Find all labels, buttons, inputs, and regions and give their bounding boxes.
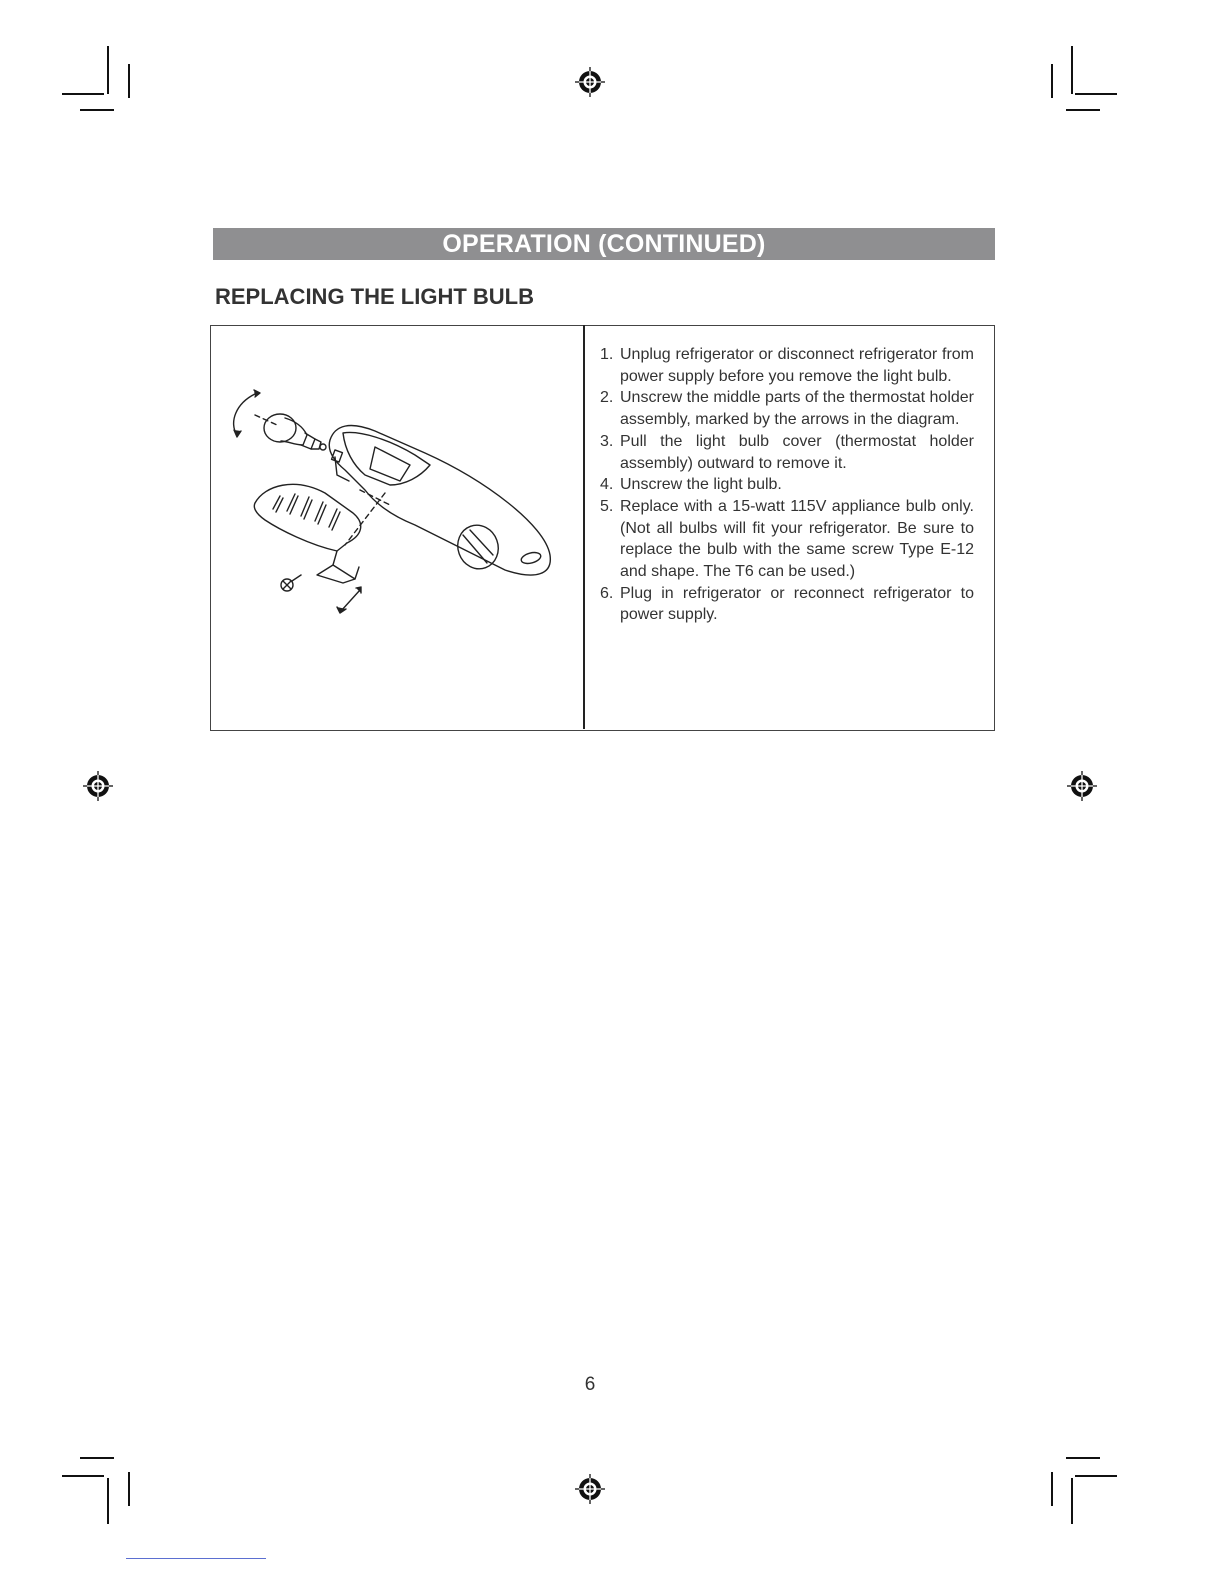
crop-mark-br-h1 <box>1075 1475 1117 1477</box>
list-item <box>598 496 974 583</box>
crop-mark-tr-h1 <box>1075 93 1117 95</box>
registration-target-icon <box>575 67 605 97</box>
list-item <box>598 474 974 496</box>
step-text: Unscrew the middle parts of the thermostat holder assembly, marked by the arrows in the diagram. <box>620 389 974 429</box>
crop-mark-tr-v2 <box>1051 64 1053 98</box>
step-number: 5. <box>600 497 614 515</box>
step-text: Pull the light bulb cover (thermostat holder assembly) outward to remove it. <box>620 432 974 472</box>
step-text: Plug in refrigerator or reconnect refrigerator to power supply. <box>620 584 974 624</box>
section-title: REPLACING THE LIGHT BULB <box>215 284 534 309</box>
bottom-edge-line <box>126 1558 266 1559</box>
crop-mark-tl-h1 <box>62 93 104 95</box>
crop-mark-tr-h2 <box>1066 109 1100 111</box>
step-number: 1. <box>600 346 614 363</box>
crop-mark-bl-h1 <box>62 1475 104 1477</box>
crop-mark-tr-v1 <box>1071 46 1073 94</box>
crop-mark-bl-h2 <box>80 1457 114 1459</box>
registration-target-icon <box>1067 771 1097 801</box>
crop-mark-tl-v1 <box>107 46 109 94</box>
list-item <box>598 387 974 430</box>
list-item <box>598 344 974 387</box>
crop-mark-bl-v1 <box>107 1478 109 1524</box>
box-divider <box>583 325 585 729</box>
step-text: Unscrew the light bulb. <box>620 476 782 494</box>
step-number: 2. <box>600 389 614 407</box>
crop-mark-tl-h2 <box>80 109 114 111</box>
page-number: 6 <box>584 1374 596 1395</box>
section-banner: OPERATION (CONTINUED) <box>213 228 995 260</box>
crop-mark-bl-v2 <box>128 1472 130 1506</box>
crop-mark-br-v2 <box>1051 1472 1053 1506</box>
thermostat-light-assembly-illustration <box>225 385 565 615</box>
instruction-steps <box>598 344 974 626</box>
crop-mark-tl-v2 <box>128 64 130 98</box>
crop-mark-br-h2 <box>1066 1457 1100 1459</box>
step-text: Replace with a 15-watt 115V appliance bulb only. (Not all bulbs will fit your refrigerator. Be sure to replace the bulb with the same screw Type E-12 and shape. The T6 can be used.) <box>620 497 974 581</box>
registration-target-icon <box>575 1474 605 1504</box>
list-item <box>598 583 974 626</box>
registration-target-icon <box>83 771 113 801</box>
list-item <box>598 431 974 474</box>
crop-mark-br-v1 <box>1071 1478 1073 1524</box>
step-number: 4. <box>600 476 614 494</box>
step-number: 3. <box>600 432 614 450</box>
step-text: Unplug refrigerator or disconnect refrigerator from power supply before you remove the light bulb. <box>620 346 974 385</box>
step-number: 6. <box>600 584 614 602</box>
